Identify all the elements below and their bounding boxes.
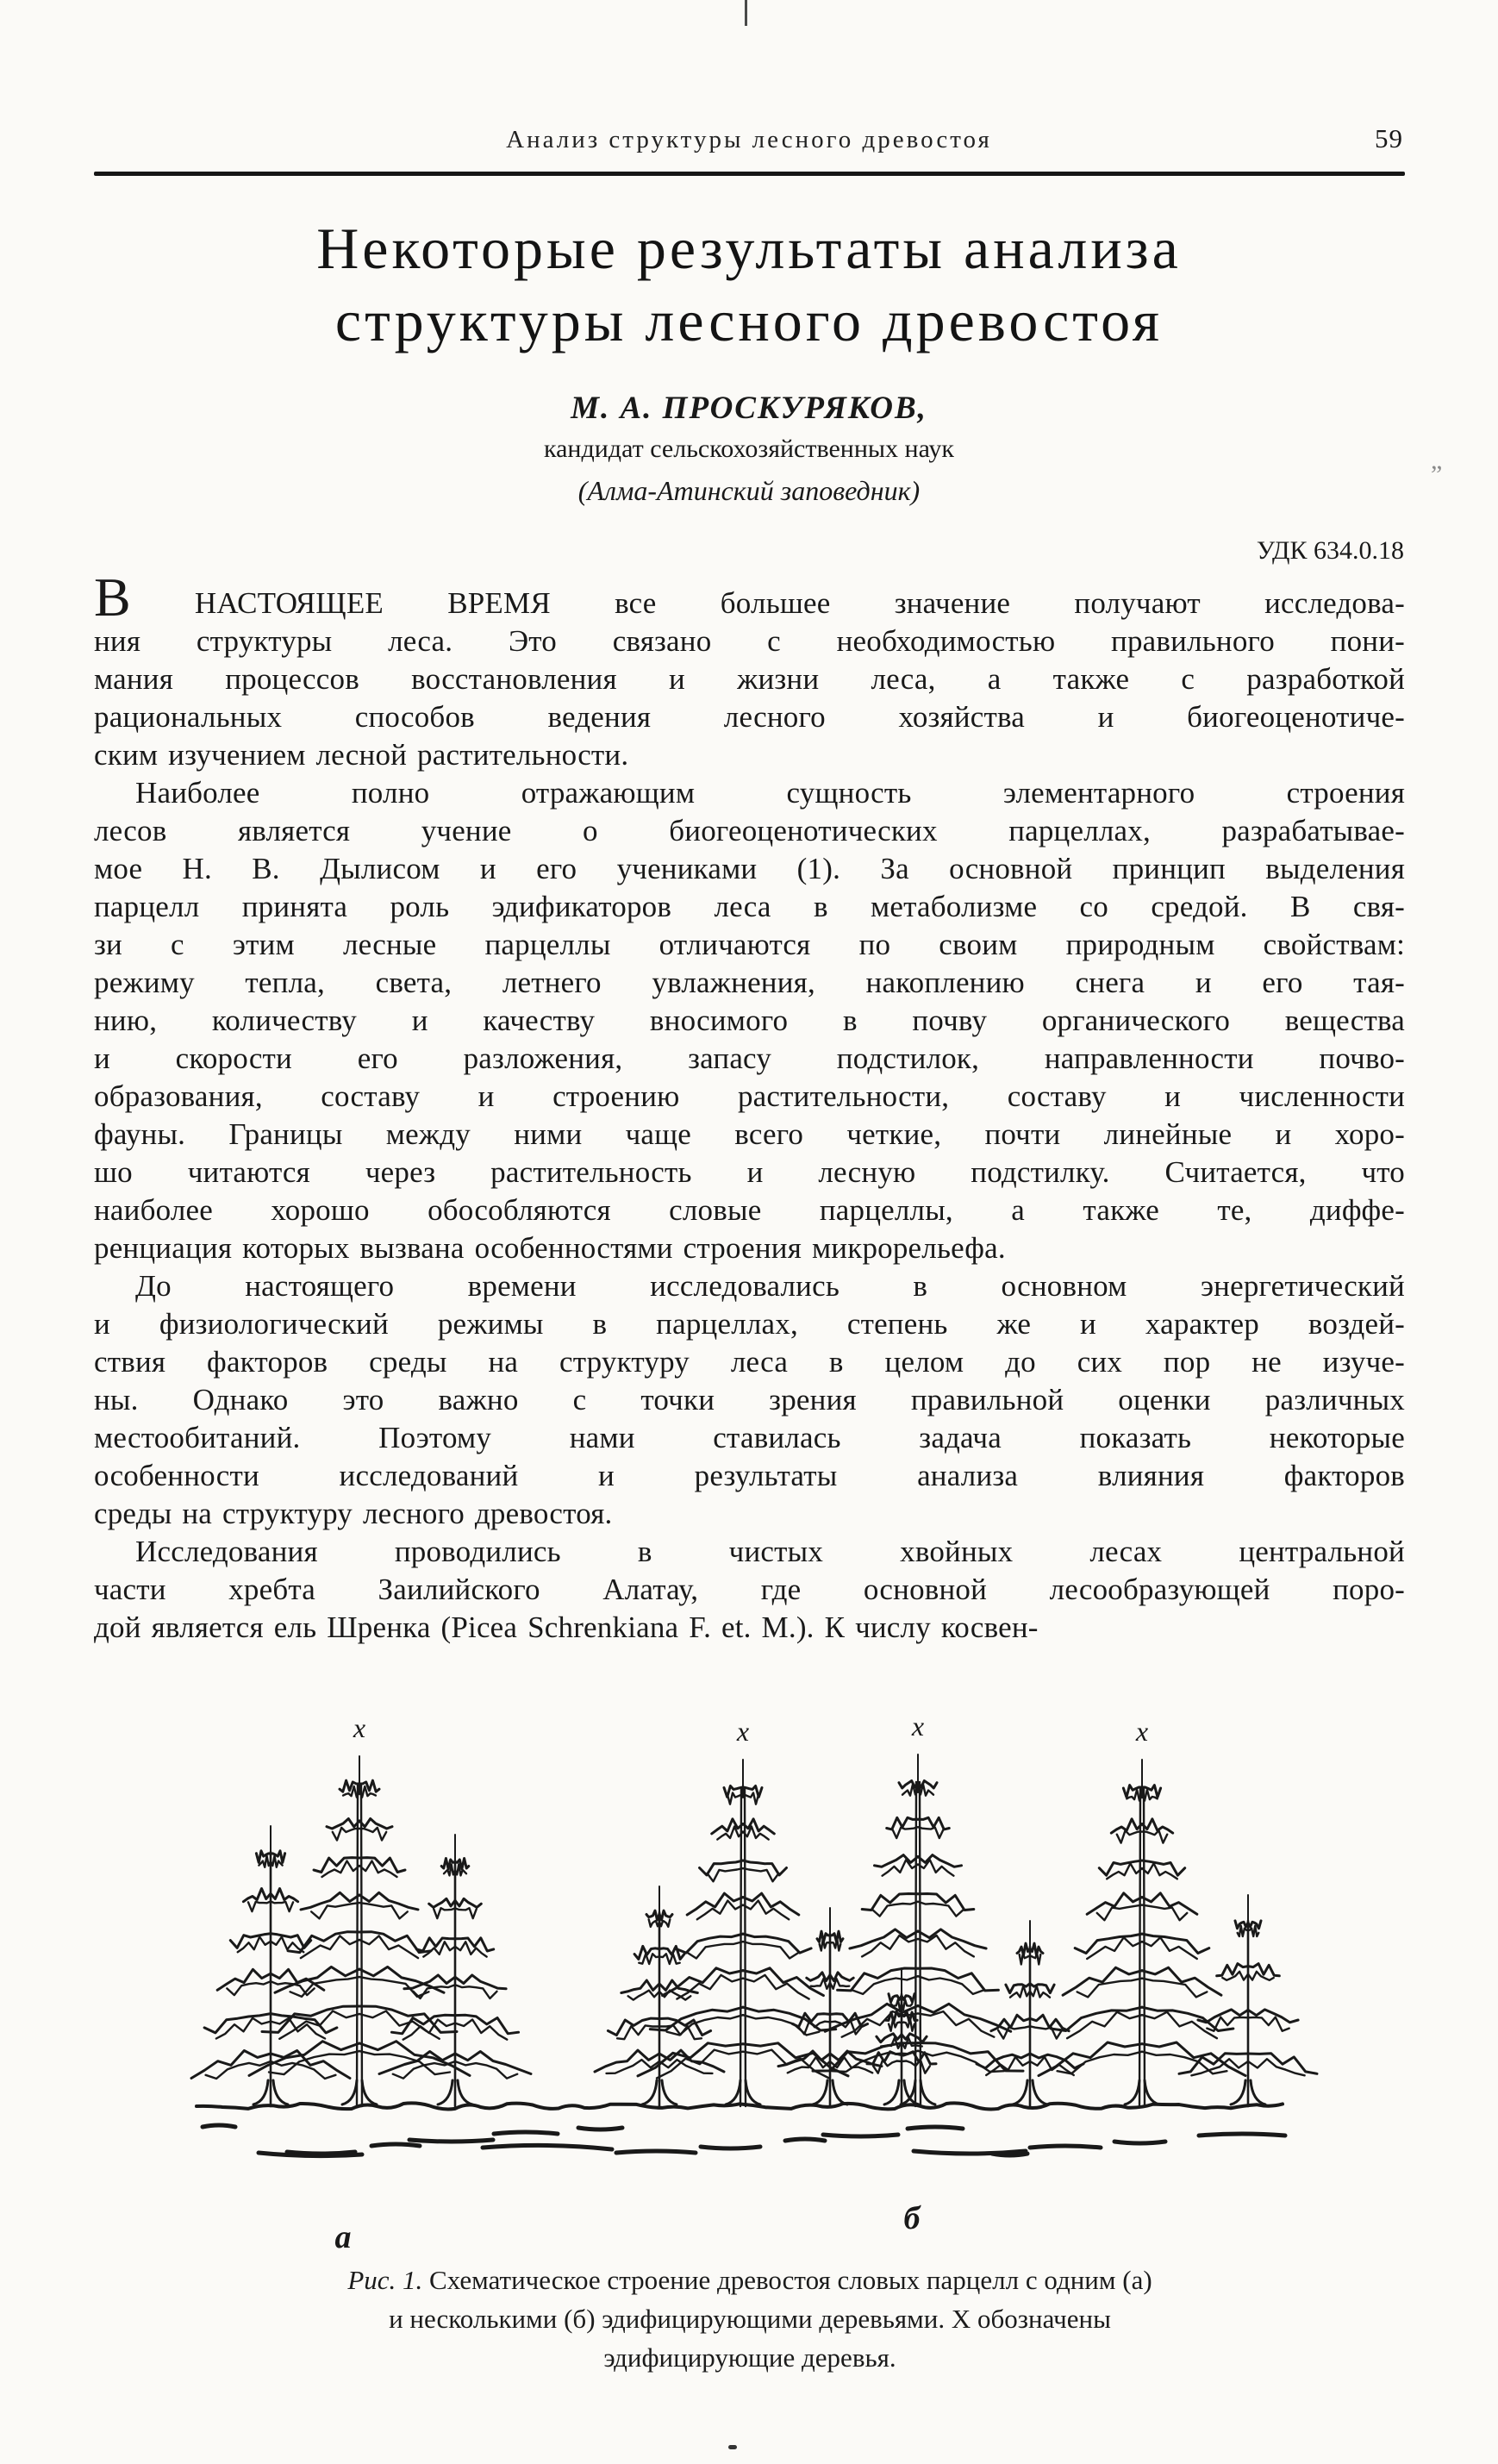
figure-stroke [1030, 2146, 1101, 2148]
figure-stroke [639, 1954, 659, 1964]
figure-stroke [578, 2128, 622, 2129]
figure-stroke [361, 1784, 362, 2106]
figure-stroke [918, 1902, 964, 1917]
paragraph [94, 566, 1405, 774]
figure-stroke [409, 2140, 493, 2142]
figure-stroke [429, 1898, 455, 1907]
body-line: ствия факторов среды на структуру леса в целом до сих пор не изуче- [94, 1345, 1405, 1379]
article-title-line1: Некоторые результаты анализа [316, 216, 1182, 281]
body-line: лесов является учение о биогеоценотических парцеллах, разрабатывае- [94, 814, 1405, 847]
figure-stroke [1145, 2080, 1159, 2104]
body-line: и скорости его разложения, запасу подстилок, направленности почво- [94, 1041, 1405, 1075]
figure-stroke [743, 1861, 787, 1875]
figure-stroke [483, 2145, 612, 2149]
figure-stroke [1142, 1830, 1167, 1842]
figure-stroke [884, 2080, 899, 2104]
figure-stroke [852, 1976, 918, 1994]
figure-stroke [271, 1889, 298, 1902]
figure-stroke [455, 1985, 497, 1998]
figure-stroke [902, 2034, 927, 2042]
figure-stroke [458, 2080, 472, 2104]
figure-stroke [217, 1969, 271, 1990]
figure-stroke [1142, 1893, 1197, 1915]
body-text [94, 566, 1405, 1647]
figure-stroke [621, 1980, 659, 1993]
figure-stroke [918, 1827, 944, 1838]
figure-stroke [359, 1819, 392, 1829]
figure-stroke [743, 1819, 774, 1834]
body-line: Наиболее полно отражающим сущность элементарного строения [135, 776, 1405, 810]
edifier-x-mark: х [736, 1716, 750, 1747]
figure-stroke [899, 1781, 918, 1789]
figure-stroke [1114, 2142, 1165, 2143]
figure-caption-line1-text: Схематическое строение древостоя словых парцелл с одним (а) [422, 2265, 1152, 2295]
body-line: ния структуры леса. Это связано с необходимостью правильного пони- [94, 624, 1405, 658]
author-affiliation: (Алма-Атинский заповедник) [577, 475, 921, 506]
figure-stroke [1248, 2054, 1317, 2074]
figure-stroke [918, 1936, 974, 1957]
figure-stroke [434, 1908, 455, 1918]
body-line: среды на структуру лесного древостоя. [94, 1497, 613, 1530]
figure-stroke [203, 2125, 235, 2127]
figure-stroke [1142, 1934, 1209, 1953]
header-rule [94, 172, 1405, 176]
article-title-line2: структуры лесного древостоя [334, 288, 1164, 353]
body-line: Исследования проводились в чистых хвойных лесах центральной [135, 1535, 1405, 1568]
figure-stroke [823, 2135, 898, 2136]
figure-caption-prefix: Рис. 1. [347, 2265, 423, 2295]
paragraph [94, 1533, 1405, 1647]
figure-stroke [359, 1828, 386, 1841]
figure-stroke [455, 1908, 477, 1918]
figure-stroke [908, 2127, 963, 2129]
figure-stroke [872, 1902, 918, 1917]
scan-artifact-tick [745, 0, 747, 26]
figure-stroke [862, 1894, 918, 1911]
figure-stroke [273, 2080, 288, 2104]
body-line: шо читаются через растительность и лесную подстилку. Считается, что [94, 1155, 1405, 1189]
body-line: В НАСТОЯЩЕЕ ВРЕМЯ все большее значение получают исследова- [94, 566, 1405, 628]
figure-stroke [455, 1898, 481, 1907]
figure-stroke [1142, 1905, 1187, 1921]
paragraph [94, 1267, 1405, 1533]
figure-stroke [1067, 2012, 1142, 2039]
figure-stroke [701, 2147, 760, 2148]
figure-stroke [1222, 1972, 1248, 1980]
figure-stroke [915, 1782, 916, 2106]
figure-stroke [1033, 2080, 1047, 2104]
body-line: и физиологический режимы в парцеллах, степень же и характер воздей- [94, 1307, 1405, 1341]
parcel-label-a: а [334, 2219, 352, 2255]
figure-stroke [918, 1855, 962, 1867]
figure-stroke [743, 1893, 799, 1915]
figure-stroke [359, 2006, 457, 2032]
author-name: М. А. ПРОСКУРЯКОВ, [571, 391, 927, 426]
figure-stroke [362, 2080, 377, 2104]
figure-stroke [414, 1985, 456, 1998]
body-line: части хребта Заилийского Алатау, где основной лесообразующей поро- [94, 1573, 1405, 1606]
figure-stroke [918, 2011, 994, 2037]
udc-code: УДК 634.0.18 [1256, 536, 1404, 565]
body-line: ским изучением лесной растительности. [94, 738, 629, 772]
figure-stroke [628, 1991, 659, 2000]
figure-stroke [1051, 2007, 1142, 2030]
figure-stroke [359, 2042, 470, 2076]
figure-stroke [892, 1827, 918, 1838]
figure-stroke [708, 1868, 743, 1881]
figure-stroke [918, 1976, 984, 1994]
body-line: зи с этим лесные парцеллы отличаются по своим природным свойствам: [94, 928, 1405, 961]
figure-caption-line2: и несколькими (б) эдифицирующими деревьями. Х обозначены [389, 2304, 1111, 2334]
figure-stroke [830, 1973, 853, 1981]
edifier-x-mark: х [1135, 1716, 1149, 1747]
figure-stroke [687, 1893, 743, 1915]
figure-stroke [271, 1969, 324, 1990]
figure-stroke [726, 2080, 740, 2104]
figure-stroke [333, 1828, 359, 1841]
figure-stroke [902, 1994, 914, 2003]
body-line: местообитаний. Поэтому нами ставилась задача показать некоторые [94, 1421, 1405, 1454]
figure-stroke [1231, 2080, 1245, 2104]
figure-stroke [659, 1954, 680, 1964]
figure-stroke [877, 2034, 902, 2042]
figure-illustration [0, 1703, 1498, 2272]
figure-stroke [1144, 1787, 1145, 2106]
body-line: фауны. Границы между ними чаще всего четкие, почти линейные и хоро- [94, 1117, 1405, 1151]
figure-stroke [918, 1894, 974, 1911]
parcel-label-b: б [903, 2200, 921, 2236]
body-line: образования, составу и строению растительности, составу и численности [94, 1079, 1405, 1113]
figure-stroke [746, 2080, 760, 2104]
figure-stroke [921, 2080, 935, 2104]
figure-stroke [1117, 1830, 1142, 1842]
body-line: До настоящего времени исследовались в основном энергетический [135, 1269, 1405, 1303]
body-line: мания процессов восстановления и жизни леса, а также с разработкой [94, 662, 1405, 696]
figure-caption-line3: эдифицирующие деревья. [603, 2342, 896, 2373]
body-line: ренциация которых вызвана особенностями строения микрорельефа. [94, 1231, 1006, 1265]
figure-stroke [342, 2080, 357, 2104]
figure-stroke [642, 2080, 657, 2104]
figure-caption [159, 2261, 1341, 2377]
page-number: 59 [1375, 123, 1403, 153]
figure-stroke [1075, 1934, 1142, 1953]
figure-stroke [617, 2025, 659, 2039]
body-line: режиму тепла, света, летнего увлажнения, накоплению снега и его тая- [94, 966, 1405, 999]
figure-stroke [1030, 1984, 1054, 1993]
figure-stroke [862, 1936, 918, 1957]
figure-stroke [455, 1859, 469, 1869]
figure-stroke [1199, 2134, 1285, 2136]
figure-stroke [1142, 2012, 1217, 2039]
figure-stroke [1006, 1984, 1030, 1993]
figure-stroke [357, 1784, 358, 2106]
figure-caption-line1 [159, 2261, 1341, 2299]
figure-stroke [441, 1859, 455, 1869]
figure-stroke [659, 2025, 702, 2039]
paragraph [94, 774, 1405, 1267]
article-title [0, 212, 1498, 357]
figure-stroke [359, 1780, 379, 1792]
figure-stroke [813, 2080, 827, 2104]
figure-stroke [271, 1901, 293, 1911]
body-line: дой является ель Шренка (Picea Schrenkiana F. et. M.). К числу косвен- [94, 1610, 1039, 1644]
figure-stroke [1251, 2080, 1265, 2104]
edifier-x-mark: х [353, 1712, 366, 1743]
body-line: парцелл принята роль эдификаторов леса в метаболизме со средой. В свя- [94, 890, 1405, 923]
figure-stroke [616, 2151, 696, 2153]
body-line: рациональных способов ведения лесного хозяйства и биогеоценотиче- [94, 700, 1405, 734]
running-head: Анализ структуры лесного древостоя [506, 126, 992, 153]
figure-stroke [833, 2080, 847, 2104]
body-line: мое Н. В. Дылисом и его учениками (1). За основной принцип выделения [94, 852, 1405, 885]
figure-stroke [889, 1994, 902, 2003]
figure-stroke [700, 1861, 744, 1875]
body-line: ны. Однако это важно с точки зрения правильной оценки различных [94, 1383, 1405, 1416]
figure-stroke [1125, 2080, 1139, 2104]
body-line: особенности исследований и результаты анализа влияния факторов [94, 1459, 1405, 1492]
figure-stroke [1097, 1905, 1142, 1921]
figure-stroke [438, 2080, 453, 2104]
figure-stroke [253, 2080, 268, 2104]
figure-stroke [1248, 1972, 1274, 1980]
body-line: наиболее хорошо обособляются словые парцеллы, а также те, диффе- [94, 1193, 1405, 1227]
figure-stroke [778, 2051, 830, 2067]
figure-stroke [662, 2080, 677, 2104]
figure-stroke [1013, 2080, 1027, 2104]
figure-stroke [494, 2132, 558, 2134]
scan-artifact-dot [728, 2445, 737, 2449]
figure-stroke [359, 2011, 440, 2039]
figure-stroke [227, 1981, 271, 1995]
figure-stroke [1139, 1787, 1140, 2106]
edifier-x-mark: х [911, 1710, 925, 1742]
figure-stroke [1248, 1964, 1279, 1976]
figure-stroke [248, 1901, 271, 1911]
body-line: нию, количеству и качеству вносимого в почву органического вещества [94, 1004, 1405, 1037]
figure-stroke [743, 1868, 778, 1881]
figure-stroke [807, 1973, 830, 1981]
scan-artifact-quotes: ” [1431, 460, 1443, 489]
figure-stroke [1039, 2042, 1142, 2076]
figure-stroke [327, 1819, 359, 1829]
figure-stroke [712, 1819, 743, 1834]
figure-stroke [785, 2139, 825, 2141]
figure-stroke [918, 1781, 937, 1789]
figure-stroke [920, 1782, 921, 2106]
dropcap-initial: В [94, 566, 131, 628]
figure-stroke [371, 2144, 420, 2146]
figure-stroke [340, 1780, 359, 1792]
figure-stroke [1217, 1964, 1248, 1976]
figure-stroke [243, 1889, 271, 1902]
figure-stroke [914, 2151, 1026, 2154]
figure-stroke [1030, 2026, 1062, 2038]
figure-stroke [455, 2052, 531, 2074]
figure-stroke [1087, 1893, 1142, 1915]
author-degree: кандидат сельскохозяйственных наук [544, 435, 954, 463]
figure-stroke [875, 1855, 919, 1867]
